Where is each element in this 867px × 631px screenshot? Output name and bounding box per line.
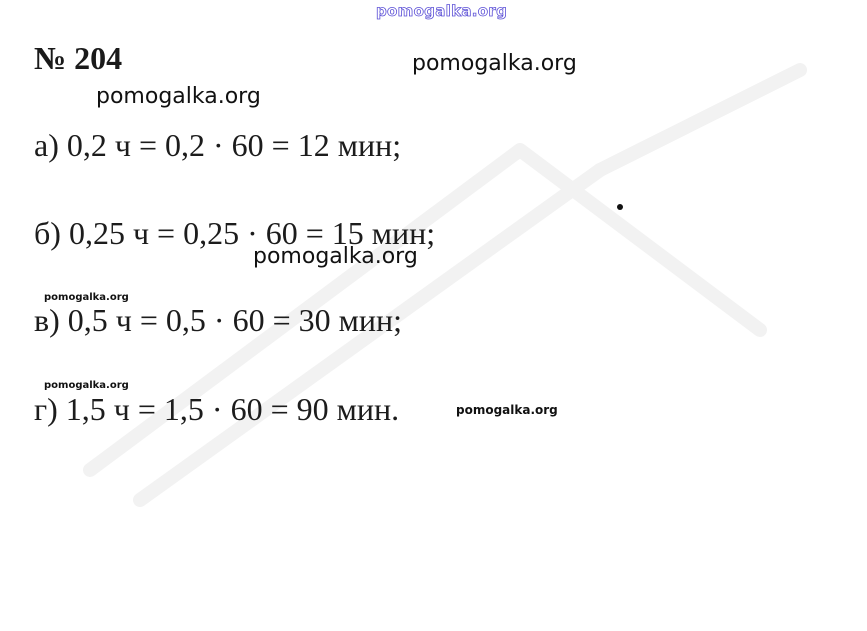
watermark-large: pomogalka.org <box>412 51 577 76</box>
watermark-small: pomogalka.org <box>44 292 129 303</box>
equation-d: г) 1,5 ч = 1,5 · 60 = 90 мин. <box>34 391 400 427</box>
equation-b: б) 0,25 ч = 0,25 · 60 = 15 мин; <box>34 215 436 251</box>
watermark-large: pomogalka.org <box>96 84 261 109</box>
watermark-large: pomogalka.org <box>253 244 418 269</box>
equation-a: а) 0,2 ч = 0,2 · 60 = 12 мин; <box>34 127 402 163</box>
watermark-top: pomogalka.org <box>376 2 508 20</box>
problem-number: № 204 <box>34 40 123 76</box>
equation-c: в) 0,5 ч = 0,5 · 60 = 30 мин; <box>34 302 402 338</box>
watermark-small: pomogalka.org <box>44 380 129 391</box>
dot-mark <box>617 204 623 210</box>
watermark-medium: pomogalka.org <box>456 403 558 417</box>
